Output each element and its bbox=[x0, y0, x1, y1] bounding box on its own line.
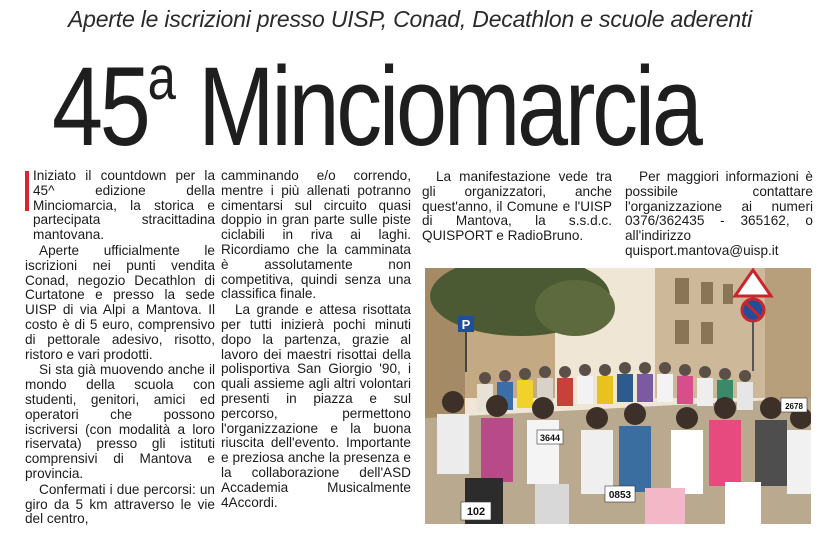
paragraph: Per maggiori informazioni è possibile contattare l'organizzazione ai numeri 0376/362435 - 365162, o all'indirizzo quisport.mantova@uisp.it bbox=[625, 169, 813, 258]
article-column-4 bbox=[625, 169, 813, 259]
bib-number: 102 bbox=[466, 506, 486, 518]
paragraph: La manifestazione vede tra gli organizzatori, anche quest'anno, il Comune e l'UISP di Mantova, la s.s.d.c. QUISPORT e RadioBruno. bbox=[422, 169, 612, 244]
article-column-1 bbox=[25, 169, 215, 527]
paragraph: Si sta già muovendo anche il mondo della scuola con studenti, genitori, amici ed operatori che possono iscriversi (con modalità a loro riservata) presso gli istituti comprensivi di Mantova e provincia. bbox=[25, 362, 215, 481]
race-photo bbox=[425, 268, 811, 524]
headline-ordinal: a bbox=[147, 44, 176, 113]
headline bbox=[52, 44, 700, 169]
parking-sign-letter: P bbox=[461, 317, 471, 332]
article-column-3 bbox=[422, 169, 612, 244]
paragraph: Confermati i due percorsi: un giro da 5 km attraverso le vie del centro, bbox=[25, 481, 215, 527]
article-column-2 bbox=[221, 169, 411, 510]
paragraph: niziato il countdown per la 45^ edizione della Minciomarcia, la storica e partecipata stracittadina mantovana. bbox=[33, 168, 215, 243]
kicker-subtitle: Aperte le iscrizioni presso UISP, Conad, Decathlon e scuole aderenti bbox=[67, 6, 753, 32]
bib-number: 2678 bbox=[785, 402, 803, 411]
bib-number: 0853 bbox=[608, 490, 632, 501]
lead-paragraph bbox=[25, 169, 215, 243]
race-photo-illustration bbox=[425, 268, 811, 524]
paragraph: Aperte ufficialmente le iscrizioni nei punti vendita Conad, negozio Decathlon di Curtatone e presso la sede UISP di via Alpi a Mantova. Il costo è di 5 euro, comprensivo di pettorale adesivo, risotto, ristoro e vari prodotti. bbox=[25, 242, 215, 362]
paragraph: camminando e/o correndo, mentre i più allenati potranno cimentarsi sul circuito quasi doppio in gran parte sulle piste ciclabili in riva ai laghi. Ricordiamo che la camminata è assolutamente non competitiva, quindi senza una classifica finale. bbox=[221, 168, 411, 302]
bib-number: 3644 bbox=[539, 433, 561, 443]
headline-title: Minciomarcia bbox=[198, 44, 700, 169]
drop-letter: I bbox=[33, 168, 37, 183]
headline-number: 45 bbox=[52, 44, 148, 169]
paragraph: La grande e attesa risottata per tutti inizierà pochi minuti dopo la partenza, grazie al lavoro dei maestri risottai della polisportiva San Giorgio '90, i quali assieme agli altri volontari presenti in piazza e sul percorso, permettono l'organizzazione e la buona riuscita dell'evento. Importante e preziosa anche la presenza e la collaborazione dell'ASD Accademia Musicalmente 4Accordi. bbox=[221, 302, 411, 510]
